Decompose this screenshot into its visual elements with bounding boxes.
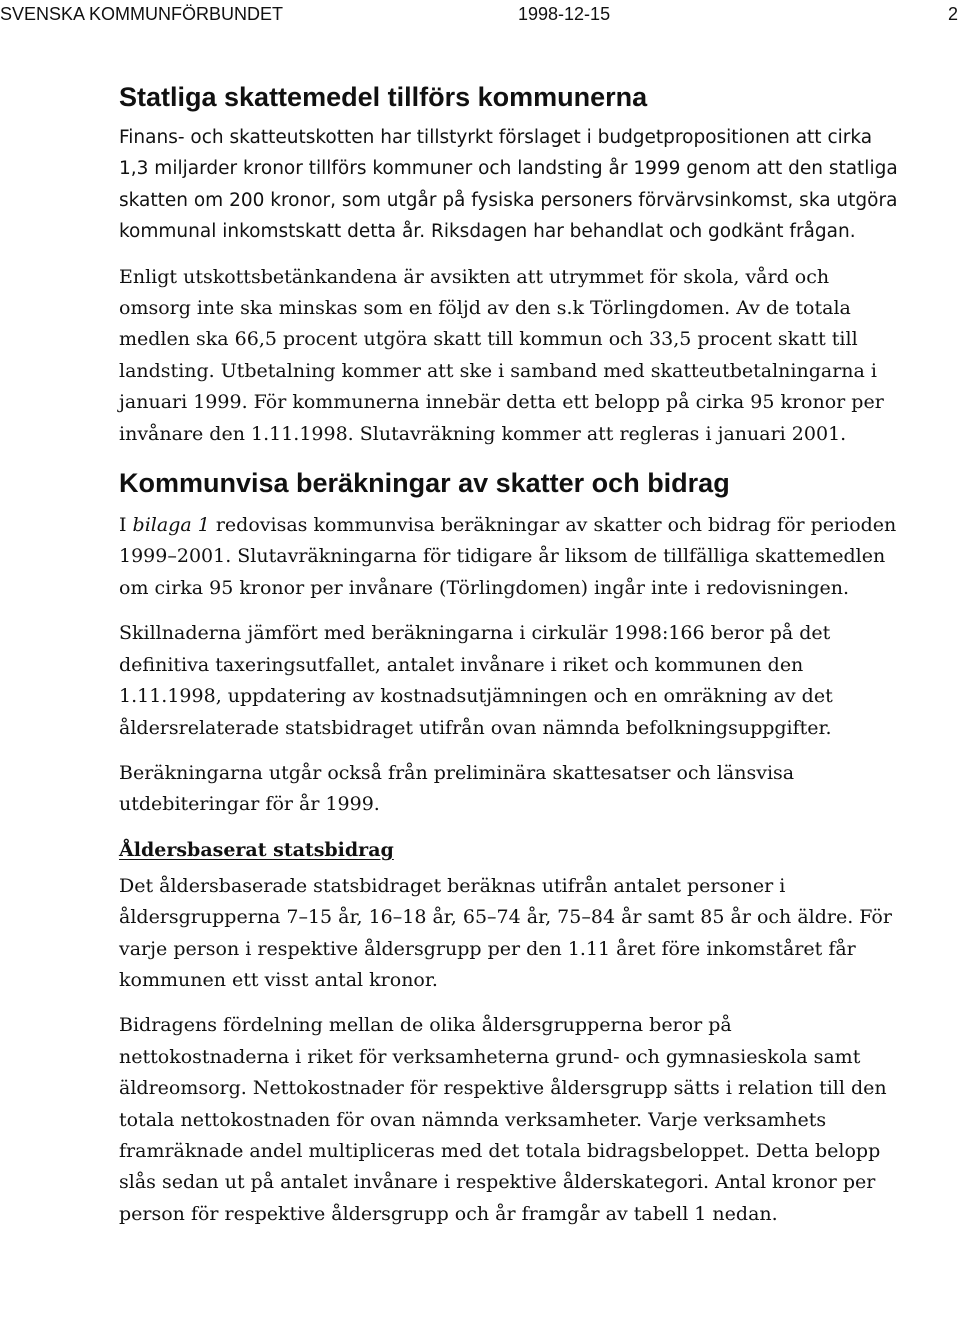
page-number: 2	[947, 4, 958, 24]
paragraph-bidragens-fordelning: Bidragens fördelning mellan de olika åldersgrupperna beror på nettokostnaderna i riket för verksamheterna grund- och gymnasieskola samt äldreomsorg. Nettokostnader för respektive åldersgrupp sätts i relation till den totala nettokostnaden för ovan nämnda verksamheter. Varje verksamhets framräknade andel multipliceras med det totala bidragsbeloppet. Detta belopp slås sedan ut på antalet invånare i respektive ålderskategori. Antal kronor per person för respektive åldersgrupp och år framgår av tabell 1 nedan.	[119, 1014, 887, 1225]
page-header	[0, 3, 960, 25]
header-date: 1998-12-15	[518, 4, 611, 24]
paragraph-finansutskott: Finans- och skatteutskotten har tillstyrkt förslaget i budgetpropositionen att cirka 1,3 miljarder kronor tillförs kommuner och landsting år 1999 genom att den statliga skatten om 200 kronor, som utgår på fysiska personers förvärvsinkomst, ska utgöra kommunal inkomstskatt detta år. Riksdagen har behandlat och godkänt frågan.	[119, 127, 898, 243]
bilaga-reference: bilaga 1	[132, 514, 210, 537]
paragraph-aldersbaserade: Det åldersbaserade statsbidraget beräknas utifrån antalet personer i åldersgrupperna 7–15 år, 16–18 år, 65–74 år, 75–84 år samt 85 år och äldre. För varje person i respektive åldersgrupp per den 1.11 året före inkomståret får kommunen ett visst antal kronor.	[119, 874, 892, 991]
paragraph-utskottsbetankande: Enligt utskottsbetänkandena är avsikten att utrymmet för skola, vård och omsorg inte ska minskas som en följd av den s.k Törlingdomen. Av de totala medlen ska 66,5 procent utgöra skatt till kommun och 33,5 procent skatt till landsting. Utbetalning kommer att ske i samband med skatteutbetalningarna i januari 1999. För kommunerna innebär detta ett belopp på cirka 95 kronor per invånare den 1.11.1998. Slutavräkning kommer att regleras i januari 2001.	[119, 265, 884, 445]
document-body	[119, 78, 899, 1244]
bilaga-text-pre: I	[119, 514, 133, 537]
paragraph-bilaga	[119, 510, 899, 604]
heading-statliga-skattemedel: Statliga skattemedel tillförs kommunerna	[119, 82, 648, 112]
paragraph-berakningarna: Beräkningarna utgår också från preliminära skattesatser och länsvisa utdebiteringar för år 1999.	[119, 761, 795, 816]
bilaga-text-post: redovisas kommunvisa beräkningar av skatter och bidrag för perioden 1999–2001. Slutavräkningarna för tidigare år liksom de tillfälliga skattemedlen om cirka 95 kronor per invånare (Törlingdomen) ingår inte i redovisningen.	[119, 514, 897, 599]
heading-kommunvisa-berakningar: Kommunvisa beräkningar av skatter och bidrag	[119, 468, 730, 499]
heading-aldersbaserat-statsbidrag: Åldersbaserat statsbidrag	[119, 838, 394, 861]
paragraph-skillnaderna: Skillnaderna jämfört med beräkningarna i cirkulär 1998:166 beror på det definitiva taxeringsutfallet, antalet invånare i riket och kommunen den 1.11.1998, uppdatering av kostnadsutjämningen och en omräkning av det åldersrelaterade statsbidraget utifrån ovan nämnda befolkningsuppgifter.	[119, 622, 833, 739]
header-organization: SVENSKA KOMMUNFÖRBUNDET	[0, 4, 284, 24]
